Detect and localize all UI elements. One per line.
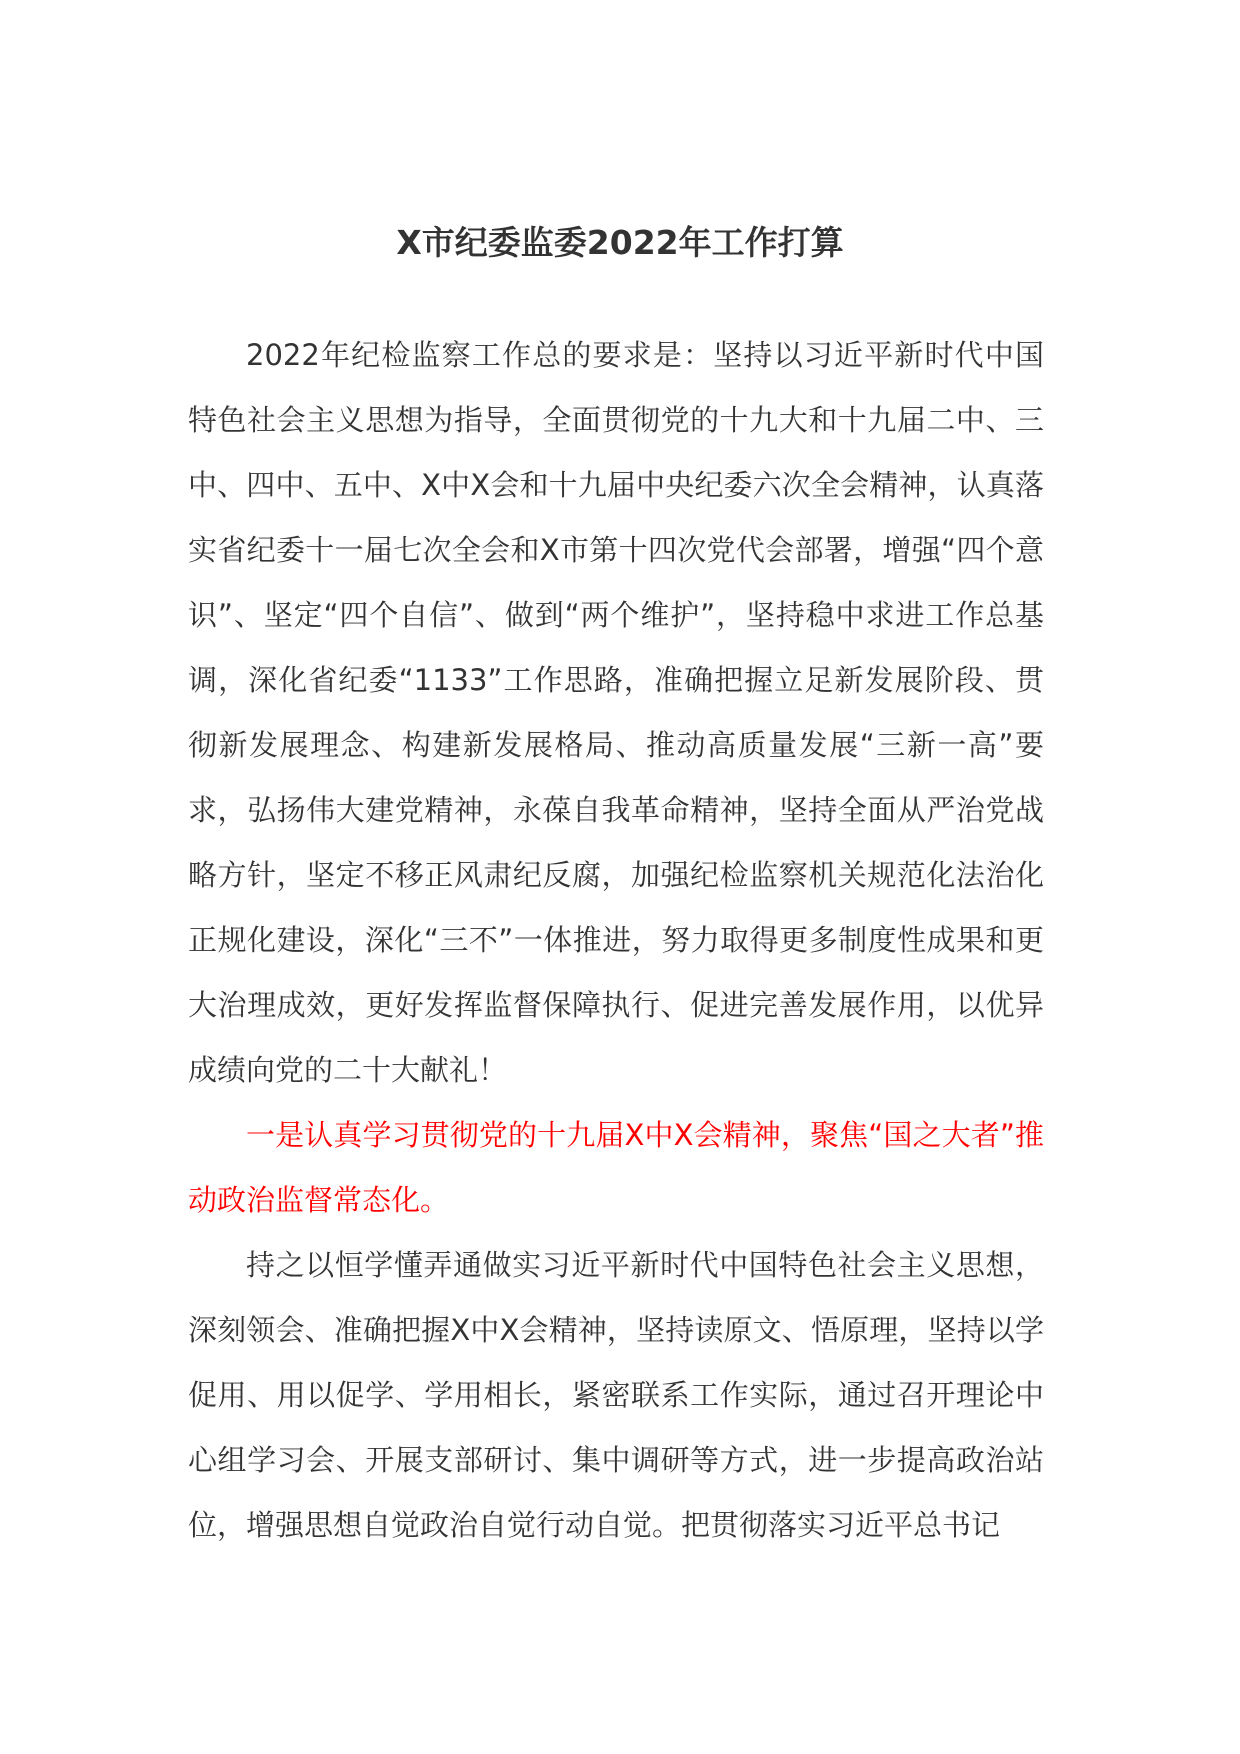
section-1-paragraph: 持之以恒学懂弄通做实习近平新时代中国特色社会主义思想，深刻领会、准确把握X中X会精神，坚持读原文、悟原理，坚持以学促用、用以促学、学用相长，紧密联系工作实际，通过召开理论中心组学习会、开展支部研讨、集中调研等方式，进一步提高政治站位，增强思想自觉政治自觉行动自觉。把贯彻落实习近平总书记: [188, 1248, 1044, 1542]
intro-paragraph: 2022年纪检监察工作总的要求是：坚持以习近平新时代中国特色社会主义思想为指导，全面贯彻党的十九大和十九届二中、三中、四中、五中、X中X会和十九届中央纪委六次全会精神，认真落实省纪委十一届七次全会和X市第十四次党代会部署，增强“四个意识”、坚定“四个自信”、做到“两个维护”，坚持稳中求进工作总基调，深化省纪委“1133”工作思路，准确把握立足新发展阶段、贯彻新发展理念、构建新发展格局、推动高质量发展“三新一高”要求，弘扬伟大建党精神，永葆自我革命精神，坚持全面从严治党战略方针，坚定不移正风肃纪反腐，加强纪检监察机关规范化法治化正规化建设，深化“三不”一体推进，努力取得更多制度性成果和更大治理成效，更好发挥监督保障执行、促进完善发展作用，以优异成绩向党的二十大献礼！: [188, 338, 1044, 1087]
section-heading-1: 一是认真学习贯彻党的十九届X中X会精神，聚焦“国之大者”推动政治监督常态化。: [188, 1118, 1044, 1217]
document-title: X市纪委监委2022年工作打算: [396, 223, 844, 262]
document-body: [188, 323, 1044, 1558]
